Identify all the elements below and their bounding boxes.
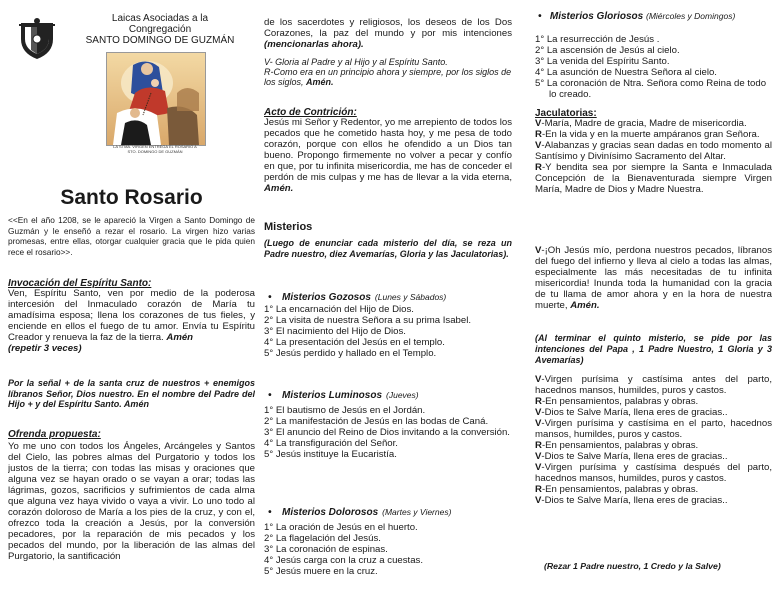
column-right xyxy=(530,0,772,600)
organization-header xyxy=(70,13,250,46)
jaculatoria-line xyxy=(535,118,772,129)
litany-body: -En pensamientos, palabras y obras. xyxy=(541,440,699,451)
list-item: 5° La coronación de Ntra. Señora como Reina de todo lo creado. xyxy=(535,78,767,100)
litany-body: -Virgen purísima y castísima después del parto, hacednos mansos, humildes, puros y castos. xyxy=(535,462,772,484)
org-line-1: Laicas Asociadas a la xyxy=(111,13,209,24)
oh-jesus-amen: Amén. xyxy=(570,300,600,311)
litany-key: V xyxy=(535,495,542,506)
gloria-prayer xyxy=(264,57,512,87)
list-item: 1° El bautismo de Jesús en el Jordán. xyxy=(264,405,426,416)
gloria-amen: Amén. xyxy=(306,77,334,87)
list-item: 1° La resurrección de Jesús . xyxy=(535,34,660,45)
continuation-body: de los sacerdotes y religiosos, los deseos de los Dos Corazones, la paz del mundo y por mis intenciones xyxy=(264,17,512,39)
litany-line xyxy=(535,418,772,440)
dolorosos-heading xyxy=(268,507,451,518)
caption-line-2: STO. DOMINGO DE GUZMÁN xyxy=(127,149,183,154)
contrition-amen: Amén. xyxy=(264,183,294,194)
cross-prayer: Por la señal + de la santa cruz de nuestros + enemigos líbranos Señor, Dios nuestro. En el nombre del Padre del Hijo + y del Espíritu Santo. Amén xyxy=(8,378,255,409)
litany-key: V xyxy=(535,418,542,429)
offering-continuation xyxy=(264,17,512,50)
bullet-icon: • xyxy=(268,292,272,303)
list-item: 4° La transfiguración del Señor. xyxy=(264,438,398,449)
jaculatoria-key: V xyxy=(535,140,542,151)
luminosos-days: (Jueves) xyxy=(386,390,419,400)
gloria-v: V- Gloria al Padre y al Hijo y al Espíritu Santo. xyxy=(264,57,448,67)
litany-body: -En pensamientos, palabras y obras. xyxy=(541,484,699,495)
luminosos-heading xyxy=(268,390,419,401)
jaculatoria-line xyxy=(535,140,772,162)
list-item: 2° La manifestación de Jesús en las bodas de Caná. xyxy=(264,416,489,427)
list-item: 4° La asunción de Nuestra Señora al cielo. xyxy=(535,67,717,78)
litany-key: R xyxy=(535,396,542,407)
litany-body: -Virgen purísima y castísima antes del parto, hacednos mansos, humildes, puros y castos. xyxy=(535,374,772,396)
oh-jesus-prayer xyxy=(535,245,772,311)
jaculatoria-key: R xyxy=(535,129,542,140)
jaculatoria-key: V xyxy=(535,118,542,129)
gloriosos-days: (Miércoles y Domingos) xyxy=(646,11,736,21)
list-item: 3° La coronación de espinas. xyxy=(264,544,388,555)
mysteries-note: (Luego de enunciar cada misterio del día, se reza un Padre nuestro, diez Avemarías, Gloria y las Jaculatorias). xyxy=(264,238,512,259)
intro-paragraph: <<En el año 1208, se le apareció la Virgen a Santo Domingo de Guzmán y le enseñó a rezar el rosario. La virgen hizo varias promesas, entre ellas, otorgar cualquier gracia que le pida quien rece el rosario>>. xyxy=(8,215,255,257)
bullet-icon: • xyxy=(538,11,542,22)
jaculatoria-body: -Y bendita sea por siempre la Santa e Inmaculada Concepción de la Bienaventurada siempre Virgen María, Madre de Dios y Madre Nuestra. xyxy=(535,162,772,195)
invocation-title: Invocación del Espíritu Santo: xyxy=(8,278,152,289)
contrition-title: Acto de Contrición: xyxy=(264,107,357,118)
litany-key: R xyxy=(535,484,542,495)
luminosos-list xyxy=(264,405,512,460)
final-litany xyxy=(535,374,772,506)
litany-body: -Dios te Salve María, llena eres de gracias.. xyxy=(541,495,728,506)
jaculatoria-body: -Alabanzas y gracias sean dadas en todo momento al Santísimo y Divinísimo Sacramento del Altar. xyxy=(535,140,772,162)
bullet-icon: • xyxy=(268,507,272,518)
dolorosos-list xyxy=(264,522,512,577)
litany-line xyxy=(535,451,772,462)
column-middle xyxy=(264,0,512,600)
list-item: 5° Jesús perdido y hallado en el Templo. xyxy=(264,348,437,359)
column-left xyxy=(8,0,255,600)
gloriosos-heading xyxy=(538,11,772,22)
page-title: Santo Rosario xyxy=(60,186,203,209)
jaculatoria-body: -María, Madre de gracia, Madre de misericordia. xyxy=(541,118,747,129)
list-item: 5° Jesús muere en la cruz. xyxy=(264,566,378,577)
litany-line xyxy=(535,440,772,451)
litany-key: V xyxy=(535,451,542,462)
litany-key: V xyxy=(535,407,542,418)
list-item: 3° El nacimiento del Hijo de Dios. xyxy=(264,326,406,337)
list-item: 1° La encarnación del Hijo de Dios. xyxy=(264,304,414,315)
gloriosos-name: Misterios Gloriosos xyxy=(549,11,644,22)
contrition-text xyxy=(264,117,512,194)
final-instruction: (Rezar 1 Padre nuestro, 1 Credo y la Salve) xyxy=(544,561,721,571)
list-item: 5° Jesús instituye la Eucaristía. xyxy=(264,449,397,460)
litany-line xyxy=(535,396,772,407)
continuation-note: (mencionarlas ahora). xyxy=(264,39,364,50)
jaculatorias-title: Jaculatorias: xyxy=(535,108,597,119)
invocation-repeat: (repetir 3 veces) xyxy=(8,343,82,354)
gloria-r: R-Como era en un principio ahora y siempre, por los siglos de los siglos, xyxy=(264,67,512,87)
luminosos-name: Misterios Luminosos xyxy=(282,390,383,401)
oh-jesus-body: -¡Oh Jesús mío, perdona nuestros pecados, líbranos del fuego del infierno y lleva al cielo a todas las almas, especialmente las más necesitadas de tu infinita misericordia! Inunda toda la humanidad con la gracia de tu llama de amor ahora y en la hora de nuestra muerte, xyxy=(535,245,772,311)
jaculatoria-line xyxy=(535,129,772,140)
dolorosos-days: (Martes y Viernes) xyxy=(382,507,452,517)
mysteries-heading: Misterios xyxy=(264,221,313,233)
caption-line-1: LA STMA. VIRGEN ENTREGA EL ROSARIO A xyxy=(113,144,197,149)
gloria-r-line xyxy=(264,67,512,87)
litany-line xyxy=(535,407,772,418)
litany-body: -Dios te Salve María, llena eres de gracias.. xyxy=(541,407,728,418)
gozosos-days: (Lunes y Sábados) xyxy=(374,292,447,302)
invocation-body: Ven, Espíritu Santo, ven por medio de la poderosa intercesión del Inmaculado corazón de María tu amadísima esposa; llena los corazones de tus fieles, y enciende en ellos el fuego de tu amor. Envía tu Espíritu Creador y renueva la faz de la tierra. xyxy=(8,288,255,343)
jaculatorias-text xyxy=(535,118,772,195)
list-item: 2° La visita de nuestra Señora a su prima Isabel. xyxy=(264,315,472,326)
litany-body: -Virgen purísima y castísima en el parto, hacednos mansos, humildes, puros y castos. xyxy=(535,418,772,440)
bullet-icon: • xyxy=(268,390,272,401)
litany-line xyxy=(535,495,772,506)
jaculatoria-key: R xyxy=(535,162,542,173)
list-item: 2° La flagelación del Jesús. xyxy=(264,533,381,544)
litany-body: -Dios te Salve María, llena eres de gracias.. xyxy=(541,451,728,462)
invocation-amen: Amén xyxy=(166,332,194,343)
list-item: 3° La venida del Espíritu Santo. xyxy=(535,56,670,67)
oh-jesus-key: V xyxy=(535,245,542,256)
litany-key: R xyxy=(535,440,542,451)
dolorosos-name: Misterios Dolorosos xyxy=(282,507,379,518)
gozosos-heading xyxy=(268,292,446,303)
offering-title: Ofrenda propuesta: xyxy=(8,429,101,440)
litany-key: V xyxy=(535,374,542,385)
virgin-rosary-painting xyxy=(106,52,206,146)
dominican-shield-logo xyxy=(17,17,57,61)
litany-line xyxy=(535,374,772,396)
list-item: 4° Jesús carga con la cruz a cuestas. xyxy=(264,555,424,566)
litany-line xyxy=(535,462,772,484)
gozosos-name: Misterios Gozosos xyxy=(282,292,371,303)
list-item: 4° La presentación del Jesús en el templo. xyxy=(264,337,445,348)
gozosos-list xyxy=(264,304,512,359)
jaculatoria-line xyxy=(535,162,772,195)
litany-line xyxy=(535,484,772,495)
jaculatoria-body: -En la vida y en la muerte ampáranos gran Señora. xyxy=(541,129,760,140)
org-line-3: SANTO DOMINGO DE GUZMÁN xyxy=(85,35,235,46)
list-item: 3° El anuncio del Reino de Dios invitando a la conversión. xyxy=(264,427,510,438)
closing-note: (Al terminar el quinto misterio, se pide por las intenciones del Papa , 1 Padre Nuestro, 1 Gloria y 3 Avemarías) xyxy=(535,333,772,365)
invocation-text xyxy=(8,288,255,354)
contrition-body: Jesús mi Señor y Redentor, yo me arrepiento de todos los pecados que he cometido hasta hoy, y me pesa de todo corazón, porque con ellos he ofendido a un Dios tan bueno. Propongo firmemente no volver a pecar y confío en que, por tu infinita misericordia, me has de conceder el perdón de mis culpas y me has de llevar a la vida eterna, xyxy=(264,117,512,183)
litany-key: V xyxy=(535,462,542,473)
gloriosos-list xyxy=(535,34,772,100)
litany-body: -En pensamientos, palabras y obras. xyxy=(541,396,699,407)
painting-caption xyxy=(100,144,210,154)
list-item: 2° La ascensión de Jesús al cielo. xyxy=(535,45,680,56)
offering-text: Yo me uno con todos los Ángeles, Arcángeles y Santos del Cielo, las pobres almas del Purgatorio y todos los justos de la tierra; con todas las misas y oraciones que alguna vez se hayan orado o se vayan a orar; todas las lágrimas, gozos, sacrificios y sufrimientos de cada alma que alguna vez haya vivido o vaya a vivir. Lo uno todo al corazón doloroso de María a los pies de la cruz, y con el, ofrezco toda la creación a Jesús, por la conversión pecadores, por la reparación de mis pecados y los pecados del mundo, por la liberación de las almas del Purgatorio, la santificación xyxy=(8,441,255,562)
list-item: 1° La oración de Jesús en el huerto. xyxy=(264,522,418,533)
org-line-2: Congregación xyxy=(128,24,192,35)
